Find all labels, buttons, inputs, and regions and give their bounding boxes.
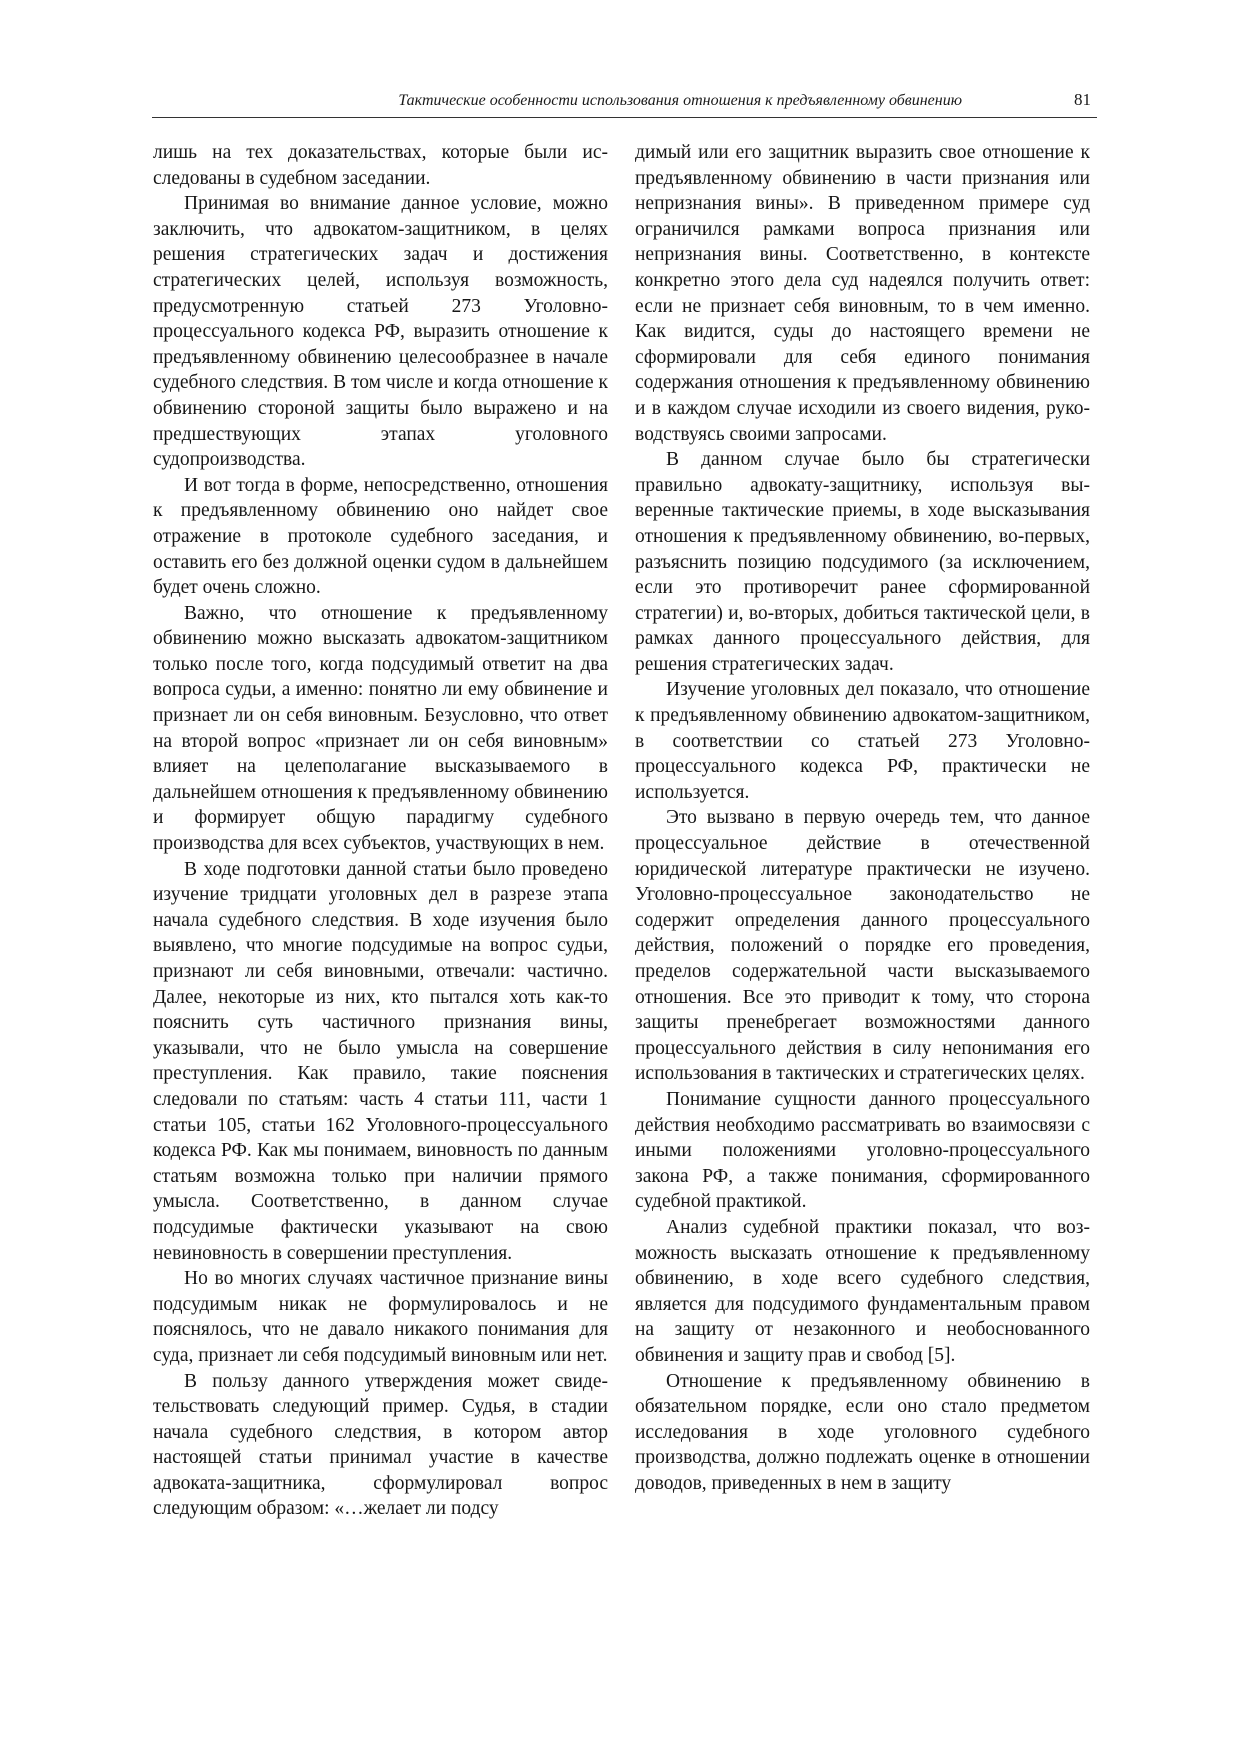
running-header xyxy=(152,90,1097,116)
left-column xyxy=(153,140,608,1522)
header-rule xyxy=(152,117,1097,118)
paragraph: Отношение к предъявленному обвинению в обязательном порядке, если оно стало предметом исследования в ходе уголовного судебного производства, должно подлежать оценке в отношении доводов, приведенных в нем в защиту xyxy=(635,1370,1090,1494)
paragraph: димый или его защитник выразить свое отношение к предъявленному обвинению в части признания или непризнания вины». В приведенном примере суд ограничился рамками вопроса признания или непризнания вины. Соответственно, в контексте конкретно этого дела суд надеялся получить ответ: если не признает себя виновным, то в чем именно. Как видится, суды до настоящего времени не сформировали для себя единого понимания содержания отношения к предъявленному обвинению и в каждом случае исходили из своего видения, руководствуясь своими запросами. xyxy=(635,142,1090,445)
paragraph: Но во многих случаях частичное признание вины подсудимым никак не формулировалось и не пояснялось, что не давало никакого понимания для суда, признает ли себя подсудимый виновным или нет. xyxy=(153,1268,608,1366)
paragraph: Это вызвано в первую очередь тем, что данное процессуальное действие в отечественной юридической литературе практически не изучено. Уголовно-процессуальное законодательство не содержит определения данного процессуального действия, положений о порядке его проведения, пределов содержательной части высказываемого отношения. Все это приводит к тому, что сторона защиты пренебрегает возможностями данного процессуального действия в силу непонимания его использования в тактических и стратегических целях. xyxy=(635,807,1090,1085)
paragraph: лишь на тех доказательствах, которые были исследованы в судебном заседании. xyxy=(153,142,608,189)
right-column xyxy=(635,140,1090,1496)
paragraph: В пользу данного утверждения может свидетельствовать следующий пример. Судья, в стадии начала судебного следствия, в котором автор настоящей статьи принимал участие в качестве адвоката-защитника, сформулировал вопрос следующим образом: «…желает ли подсу xyxy=(153,1370,608,1520)
paragraph: Принимая во внимание данное условие, можно заключить, что адвокатом-защитником, в целях решения стратегических задач и достижения стратегических целей, используя возможность, предусмотренную статьей 273 Уголовно-процессуального кодекса РФ, выразить отношение к предъявленному обвинению целесообразнее в начале судебного следствия. В том числе и когда отношение к обвинению стороной защиты было выражено и на предшествующих этапах уголовного судопроизводства. xyxy=(153,193,608,471)
page-number: 81 xyxy=(1074,90,1091,109)
paragraph: Понимание сущности данного процессуального действия необходимо рассматривать во взаимосвязи с иными положениями уголовно-процессуального закона РФ, а также понимания, сформированного судебной практикой. xyxy=(635,1088,1090,1213)
paragraph: В данном случае было бы стратегически правильно адвокату-защитнику, используя выверенные тактические приемы, в ходе высказывания отношения к предъявленному обвинению, во-первых, разъяснить позицию подсудимого (за исключением, если это противоречит ранее сформированной стратегии) и, во-вторых, добиться тактической цели, в рамках данного процессуального действия, для решения стратегических задач. xyxy=(635,449,1090,675)
paragraph: Анализ судебной практики показал, что возможность высказать отношение к предъявленному обвинению, в ходе всего судебного следствия, является для подсудимого фундаментальным правом на защиту от незаконного и необоснованного обвинения и защиту прав и свобод [5]. xyxy=(635,1216,1090,1366)
paragraph: Изучение уголовных дел показало, что отношение к предъявленному обвинению адвокатом-защитником, в соответствии со статьей 273 Уголовно-процессуального кодекса РФ, практически не используется. xyxy=(635,679,1090,803)
paragraph: В ходе подготовки данной статьи было проведено изучение тридцати уголовных дел в разрезе этапа начала судебного следствия. В ходе изучения было выявлено, что многие подсудимые на вопрос судьи, признают ли себя виновными, отвечали: частично. Далее, некоторые из них, кто пытался хоть как-то пояснить суть частичного признания вины, указывали, что не было умысла на совершение преступления. Как правило, такие пояснения следовали по статьям: часть 4 статьи 111, части 1 статьи 105, статьи 162 Уголовного-процессуального кодекса РФ. Как мы понимаем, виновность по данным статьям возможна только при наличии прямого умысла. Соответственно, в данном случае подсудимые фактически указывают на свою невиновность в совершении преступления. xyxy=(153,858,608,1264)
paragraph: Важно, что отношение к предъявленному обвинению можно высказать адвокатом-защитником только после того, когда подсудимый ответит на два вопроса судьи, а именно: понятно ли ему обвинение и признает ли он себя виновным. Безусловно, что ответ на второй вопрос «признает ли он себя виновным» влияет на целеполагание высказываемого в дальнейшем отношения к предъявленному обвинению и формирует общую парадигму судебного производства для всех субъектов, участвующих в нем. xyxy=(153,602,608,855)
paragraph: И вот тогда в форме, непосредственно, отношения к предъявленному обвинению оно найдет свое отражение в протоколе судебного заседания, и оставить его без должной оценки судом в дальнейшем будет очень сложно. xyxy=(153,474,608,599)
running-header-title: Тактические особенности использования отношения к предъявленному обвинению xyxy=(398,92,962,109)
